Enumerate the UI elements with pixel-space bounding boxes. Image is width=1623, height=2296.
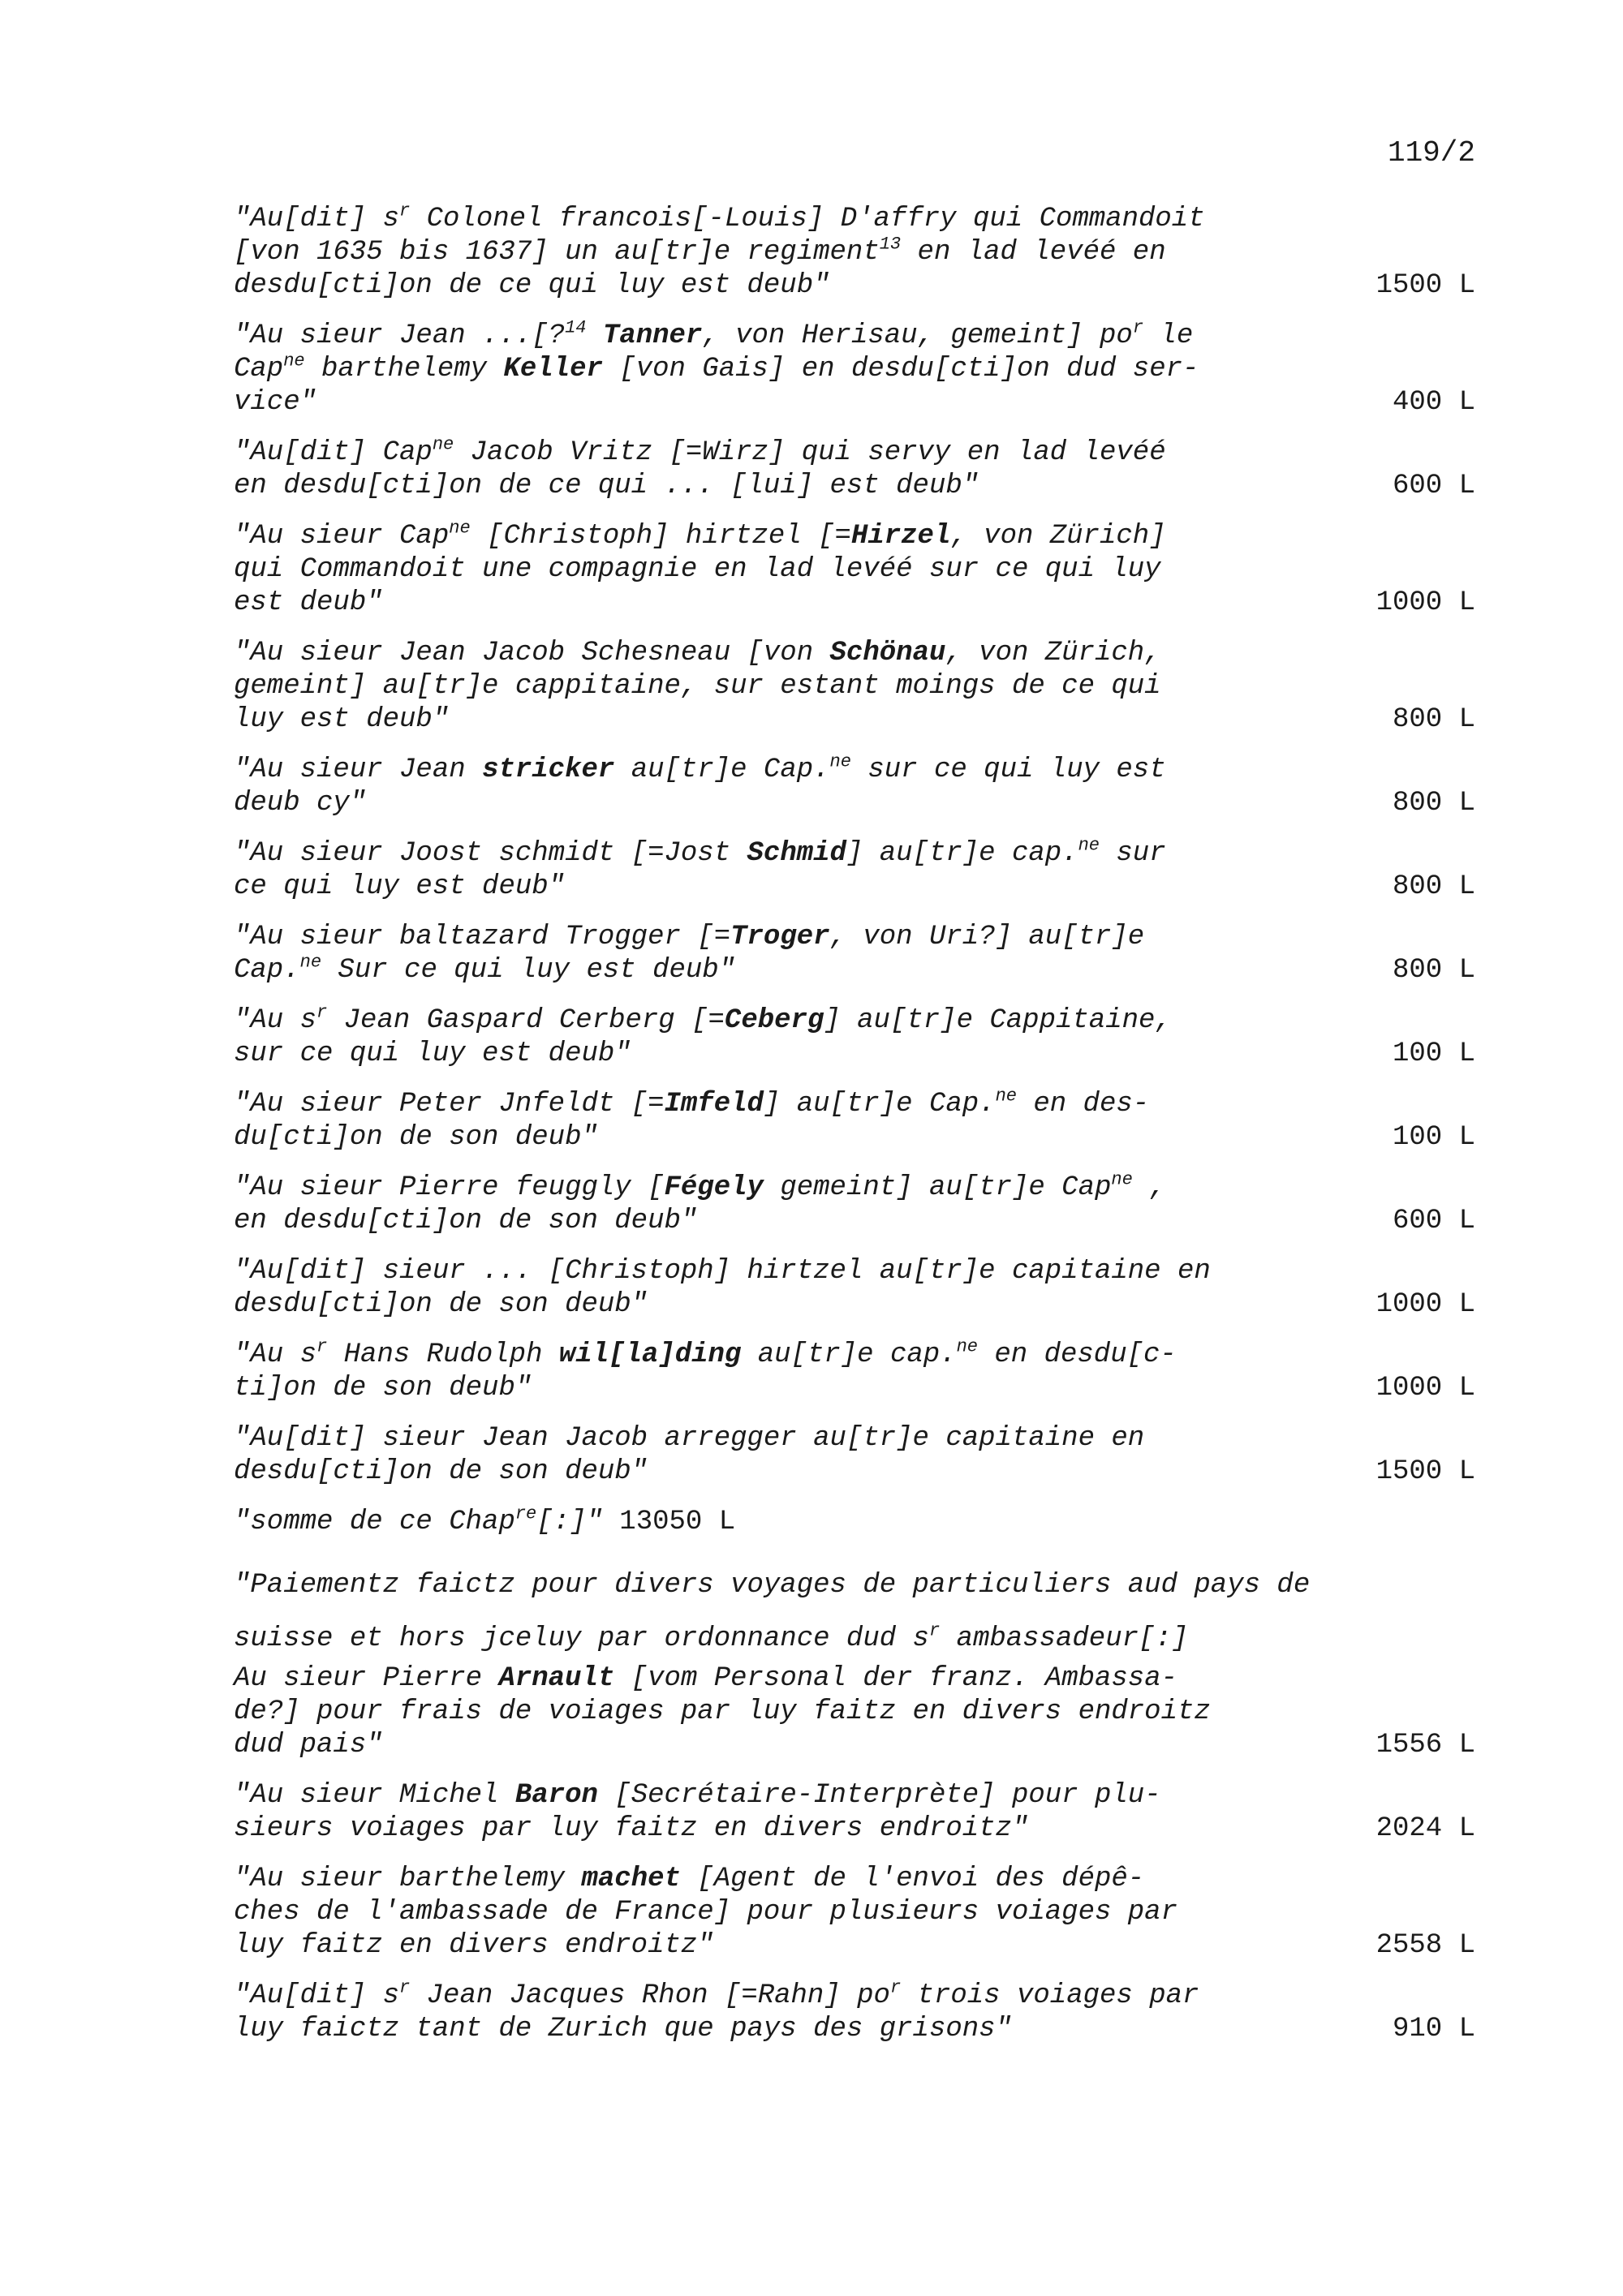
ledger-entry [234, 436, 1475, 503]
text-segment: sieurs voiages par luy faitz en divers endroitz" [234, 1813, 1029, 1844]
text-segment: du[cti]on de son deub" [234, 1122, 598, 1153]
entry-text [234, 1662, 1333, 1762]
entry-amount: 1500 L [1375, 270, 1475, 301]
text-segment: [:]" [536, 1507, 603, 1537]
entry-text [234, 1088, 1333, 1154]
entry-text [234, 1004, 1333, 1071]
text-segment: "Au sieur Jean Jacob Schesneau [von [234, 638, 830, 669]
entry-amount: 600 L [1392, 1206, 1475, 1236]
bold-name: Schmid [747, 838, 846, 869]
text-segment: "Au[dit] sieur ... [Christoph] hirtzel au[tr]e capitaine en [234, 1256, 1211, 1287]
ledger-entry [234, 1336, 1475, 1405]
text-segment: 13050 L [602, 1507, 736, 1537]
page-number: 119/2 [1387, 136, 1475, 170]
text-segment: barthelemy [304, 354, 504, 385]
text-segment: Cap. [234, 955, 300, 986]
text-segment: Colonel francois[-Louis] D'affry qui Commandoit [410, 204, 1205, 234]
text-segment: deub cy" [234, 788, 367, 819]
text-segment: qui Commandoit une compagnie en lad levéé sur ce qui luy [234, 554, 1161, 585]
text-segment: est deub" [234, 587, 383, 618]
entry-text [234, 637, 1333, 737]
text-segment: "Au sieur baltazard Trogger [= [234, 922, 731, 952]
text-segment: ti]on de son deub" [234, 1373, 532, 1404]
entry-amount: 1556 L [1375, 1730, 1475, 1761]
text-segment: au[tr]e Cap. [614, 755, 830, 785]
ledger-entry [234, 1088, 1475, 1154]
ledger-entry [234, 1004, 1475, 1071]
text-segment: ] au[tr]e Cap. [763, 1089, 996, 1120]
text-segment: suisse et hors jceluy par ordonnance dud s [234, 1623, 929, 1654]
text-segment: trois voiages par [901, 1980, 1199, 2011]
entry-amount: 2558 L [1375, 1930, 1475, 1961]
text-segment: en desdu[cti]on de son deub" [234, 1206, 698, 1236]
superscript: ne [283, 350, 305, 372]
text-segment: sur ce qui luy est [850, 755, 1166, 785]
ledger-entry [234, 751, 1475, 820]
entry-amount: 1000 L [1375, 1373, 1475, 1404]
text-segment: ] au[tr]e Cappitaine, [824, 1005, 1172, 1036]
entry-text [234, 1422, 1333, 1489]
text-segment: le [1143, 320, 1194, 351]
text-segment: de?] pour frais de voiages par luy faitz en divers endroitz [234, 1696, 1211, 1727]
entry-amount: 2024 L [1375, 1813, 1475, 1844]
text-segment: [von 1635 bis 1637] un au[tr]e regiment [234, 237, 880, 268]
entry-amount: 100 L [1392, 1038, 1475, 1069]
entry-text [234, 436, 1333, 503]
superscript: ne [1078, 835, 1100, 856]
ledger-entry [234, 1863, 1475, 1963]
ledger-entry [234, 1422, 1475, 1489]
text-segment: en desdu[c- [977, 1339, 1177, 1370]
text-segment: [von Gais] en desdu[cti]on dud ser- [602, 354, 1199, 385]
bold-name: Ceberg [724, 1005, 824, 1036]
text-segment: "somme de ce Chap [234, 1507, 515, 1537]
entry-amount: 400 L [1392, 387, 1475, 418]
text-segment: [vom Personal der franz. Ambassa- [614, 1663, 1177, 1694]
text-segment: ambassadeur[:] [940, 1623, 1189, 1654]
text-segment: "Paiementz faictz pour divers voyages de particuliers aud pays de [234, 1570, 1311, 1601]
text-segment: gemeint] au[tr]e Cap [763, 1172, 1112, 1203]
superscript: re [514, 1503, 537, 1524]
text-segment: "Au sieur Jean [234, 755, 483, 785]
ledger-entry [234, 837, 1475, 904]
entry-text [234, 751, 1333, 820]
text-segment: au[tr]e cap. [741, 1339, 957, 1370]
bold-name: Schönau [829, 638, 946, 669]
bold-name: Tanner [602, 320, 703, 351]
text-segment: "Au sieur barthelemy [234, 1864, 582, 1894]
text-segment [586, 320, 602, 351]
ledger-entry [234, 317, 1475, 419]
entry-text [234, 921, 1333, 987]
entry-amount: 1500 L [1375, 1456, 1475, 1487]
entry-amount: 100 L [1392, 1122, 1475, 1153]
text-segment: "Au[dit] s [234, 204, 400, 234]
text-segment: , von Uri?] au[tr]e [829, 922, 1145, 952]
text-segment: ] au[tr]e cap. [846, 838, 1078, 869]
superscript: ne [432, 434, 454, 455]
text-segment: luy faictz tant de Zurich que pays des grisons" [234, 2014, 1012, 2044]
text-segment: "Au[dit] sieur Jean Jacob arregger au[tr]e capitaine en [234, 1423, 1145, 1454]
bold-name: Troger [730, 922, 830, 952]
text-segment: Jean Gaspard Cerberg [= [327, 1005, 725, 1036]
bold-name: Baron [514, 1780, 598, 1811]
entry-text [234, 1863, 1333, 1963]
payments-list [234, 200, 1475, 1489]
superscript: 14 [565, 317, 587, 338]
superscript: r [316, 1336, 328, 1357]
superscript: r [928, 1620, 941, 1641]
text-segment: Sur ce qui luy est deub" [321, 955, 736, 986]
text-segment: desdu[cti]on de son deub" [234, 1289, 648, 1320]
text-segment: ches de l'ambassade de France] pour plusieurs voiages par [234, 1897, 1177, 1928]
entry-text [234, 1169, 1333, 1238]
text-segment: Au sieur Pierre [234, 1663, 499, 1694]
text-segment: "Au sieur Pierre feuggly [ [234, 1172, 665, 1203]
text-segment: ce qui luy est deub" [234, 871, 566, 902]
text-segment: Jean Jacques Rhon [=Rahn] po [410, 1980, 890, 2011]
bold-name: wil[la]ding [558, 1339, 742, 1370]
entry-amount: 800 L [1392, 871, 1475, 902]
voyages-list [234, 1662, 1475, 2046]
text-segment: sur [1100, 838, 1166, 869]
section-intro [234, 1559, 1475, 1666]
bold-name: Arnault [498, 1663, 615, 1694]
text-segment: vice" [234, 387, 317, 418]
bold-name: Keller [503, 354, 603, 385]
text-segment: en lad levéé en [901, 237, 1166, 268]
superscript: ne [1111, 1169, 1133, 1190]
entry-amount: 1000 L [1375, 587, 1475, 618]
bold-name: Hirzel [850, 521, 951, 552]
entry-text [234, 1977, 1333, 2046]
entry-text [234, 520, 1333, 620]
text-segment: , [1132, 1172, 1166, 1203]
text-segment: "Au s [234, 1339, 317, 1370]
text-segment: "Au sieur Joost schmidt [=Jost [234, 838, 747, 869]
text-segment: "Au s [234, 1005, 317, 1036]
superscript: r [1132, 317, 1144, 338]
bold-name: Imfeld [664, 1089, 764, 1120]
entry-text [234, 837, 1333, 904]
text-segment: desdu[cti]on de ce qui luy est deub" [234, 270, 830, 301]
bold-name: stricker [482, 755, 615, 785]
superscript: ne [829, 751, 851, 772]
ledger-entry [234, 1977, 1475, 2046]
ledger-entry [234, 200, 1475, 303]
entry-text [234, 317, 1333, 419]
text-segment: luy faitz en divers endroitz" [234, 1930, 714, 1961]
text-segment: "Au sieur Michel [234, 1780, 515, 1811]
entry-amount: 800 L [1392, 955, 1475, 986]
entry-text [234, 1336, 1333, 1405]
ledger-entry [234, 520, 1475, 620]
ledger-entry [234, 1255, 1475, 1322]
text-segment: sur ce qui luy est deub" [234, 1038, 631, 1069]
entry-text [234, 1779, 1333, 1846]
superscript: 13 [879, 234, 902, 255]
text-segment: en des- [1016, 1089, 1150, 1120]
entry-amount: 600 L [1392, 471, 1475, 501]
text-segment: "Au[dit] Cap [234, 437, 433, 468]
text-segment: Hans Rudolph [327, 1339, 559, 1370]
superscript: r [889, 1977, 902, 1998]
text-segment: Jacob Vritz [=Wirz] qui servy en lad levéé [454, 437, 1166, 468]
superscript: r [399, 1977, 411, 1998]
text-segment: [Secrétaire-Interprète] pour plu- [597, 1780, 1161, 1811]
ledger-entry [234, 1662, 1475, 1762]
text-segment: , von Zürich, [945, 638, 1161, 669]
bold-name: machet [581, 1864, 681, 1894]
entry-text [234, 200, 1333, 303]
text-segment: "Au sieur Peter Jnfeldt [= [234, 1089, 665, 1120]
entry-amount: 800 L [1392, 788, 1475, 819]
chapter-sum [234, 1503, 1475, 1539]
superscript: r [316, 1002, 328, 1023]
superscript: ne [956, 1336, 978, 1357]
text-segment: , von Zürich] [950, 521, 1166, 552]
ledger-entry [234, 1169, 1475, 1238]
ledger-entry [234, 1779, 1475, 1846]
text-segment: "Au sieur Cap [234, 521, 450, 552]
superscript: r [399, 200, 411, 221]
text-segment: , von Herisau, gemeint] po [702, 320, 1133, 351]
text-segment: "Au[dit] s [234, 1980, 400, 2011]
text-segment: Cap [234, 354, 284, 385]
text-segment: dud pais" [234, 1730, 383, 1761]
text-segment: gemeint] au[tr]e cappitaine, sur estant moings de ce qui [234, 671, 1161, 702]
document-body [234, 200, 1475, 2063]
entry-amount: 1000 L [1375, 1289, 1475, 1320]
text-segment: en desdu[cti]on de ce qui ... [lui] est deub" [234, 471, 979, 501]
entry-text [234, 1255, 1333, 1322]
text-segment: [Agent de l'envoi des dépê- [680, 1864, 1145, 1894]
text-segment: [Christoph] hirtzel [= [470, 521, 851, 552]
text-segment: luy est deub" [234, 704, 450, 735]
bold-name: Fégely [664, 1172, 764, 1203]
text-segment: desdu[cti]on de son deub" [234, 1456, 648, 1487]
superscript: ne [995, 1086, 1017, 1107]
entry-amount: 800 L [1392, 704, 1475, 735]
entry-amount: 910 L [1392, 2014, 1475, 2044]
superscript: ne [299, 952, 322, 973]
ledger-entry [234, 637, 1475, 737]
text-segment: "Au sieur Jean ...[? [234, 320, 566, 351]
ledger-entry [234, 921, 1475, 987]
superscript: ne [449, 518, 471, 539]
